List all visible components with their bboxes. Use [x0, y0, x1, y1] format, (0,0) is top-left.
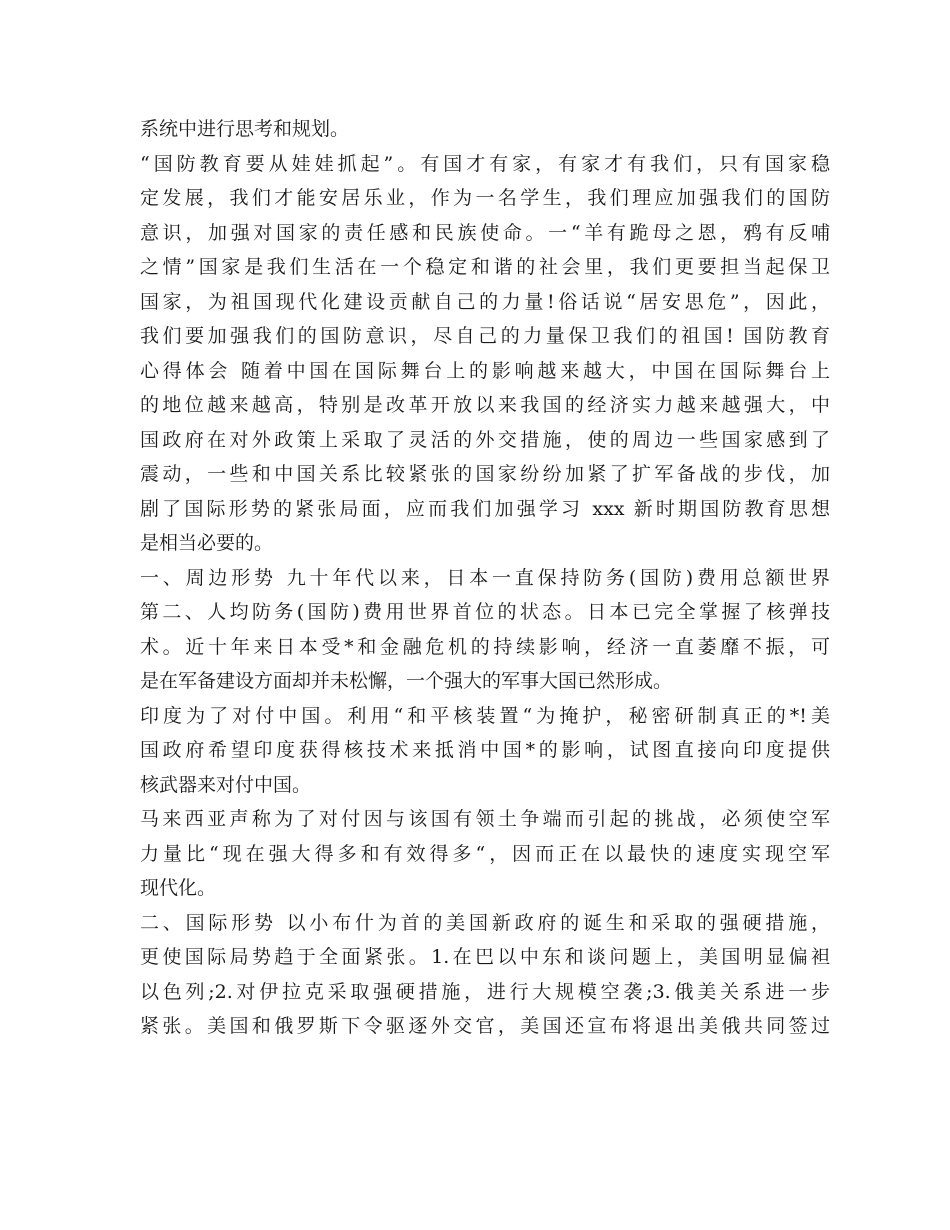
text-line: 震动，一些和中国关系比较紧张的国家纷纷加紧了扩军备战的步伐，加: [140, 463, 830, 485]
text-line: 意识，加强对国家的责任感和民族使命。一“羊有跪母之恩，鸦有反哺: [140, 221, 830, 244]
text-line: 一、周边形势 九十年代以来，日本一直保持防务(国防)费用总额世界: [140, 566, 830, 589]
text-line: 剧了国际形势的紧张局面，应而我们加强学习 xxx 新时期国防教育思想: [140, 497, 830, 520]
text-line: 以色列;2.对伊拉克采取强硬措施，进行大规模空袭;3.俄美关系进一步: [140, 980, 830, 1003]
text-line: 紧张。美国和俄罗斯下令驱逐外交官，美国还宣布将退出美俄共同签过: [140, 1015, 830, 1037]
text-line: 的地位越来越高，特别是改革开放以来我国的经济实力越来越强大，中: [140, 394, 830, 416]
text-line: 国家，为祖国现代化建设贡献自己的力量!俗话说“居安思危”，因此，: [140, 290, 830, 313]
text-line: 是相当必要的。: [140, 532, 274, 554]
text-line: 现代化。: [140, 877, 217, 899]
text-line: 是在军备建设方面却并未松懈，一个强大的军事大国已然形成。: [140, 670, 673, 692]
text-line: “国防教育要从娃娃抓起”。有国才有家，有家才有我们，只有国家稳: [140, 152, 830, 175]
text-line: 二、国际形势 以小布什为首的美国新政府的诞生和采取的强硬措施，: [140, 911, 830, 934]
text-line: 国政府在对外政策上采取了灵活的外交措施，使的周边一些国家感到了: [140, 428, 830, 451]
text-line: 术。近十年来日本受*和金融危机的持续影响，经济一直萎靡不振，可: [140, 635, 830, 658]
text-line: 马来西亚声称为了对付因与该国有领土争端而引起的挑战，必须使空军: [140, 808, 830, 830]
text-line: 我们要加强我们的国防意识，尽自己的力量保卫我们的祖国! 国防教育: [140, 325, 830, 347]
body-text: [140, 112, 830, 1044]
text-line: 之情”国家是我们生活在一个稳定和谐的社会里，我们更要担当起保卫: [140, 256, 830, 278]
text-line: 核武器来对付中国。: [140, 773, 312, 796]
text-line: 定发展，我们才能安居乐业，作为一名学生，我们理应加强我们的国防: [140, 187, 830, 209]
text-line: 系统中进行思考和规划。: [140, 118, 350, 140]
text-line: 国政府希望印度获得核技术来抵消中国*的影响，试图直接向印度提供: [140, 739, 830, 761]
text-line: 第二、人均防务(国防)费用世界首位的状态。日本已完全掌握了核弹技: [140, 601, 830, 623]
text-line: 心得体会 随着中国在国际舞台上的影响越来越大，中国在国际舞台上: [140, 359, 830, 382]
text-line: 力量比“现在强大得多和有效得多“，因而正在以最快的速度实现空军: [140, 842, 830, 865]
text-line: 更使国际局势趋于全面紧张。1.在巴以中东和谈问题上，美国明显偏袒: [140, 946, 830, 968]
text-line: 印度为了对付中国。利用“和平核装置“为掩护，秘密研制真正的*!美: [140, 704, 830, 727]
